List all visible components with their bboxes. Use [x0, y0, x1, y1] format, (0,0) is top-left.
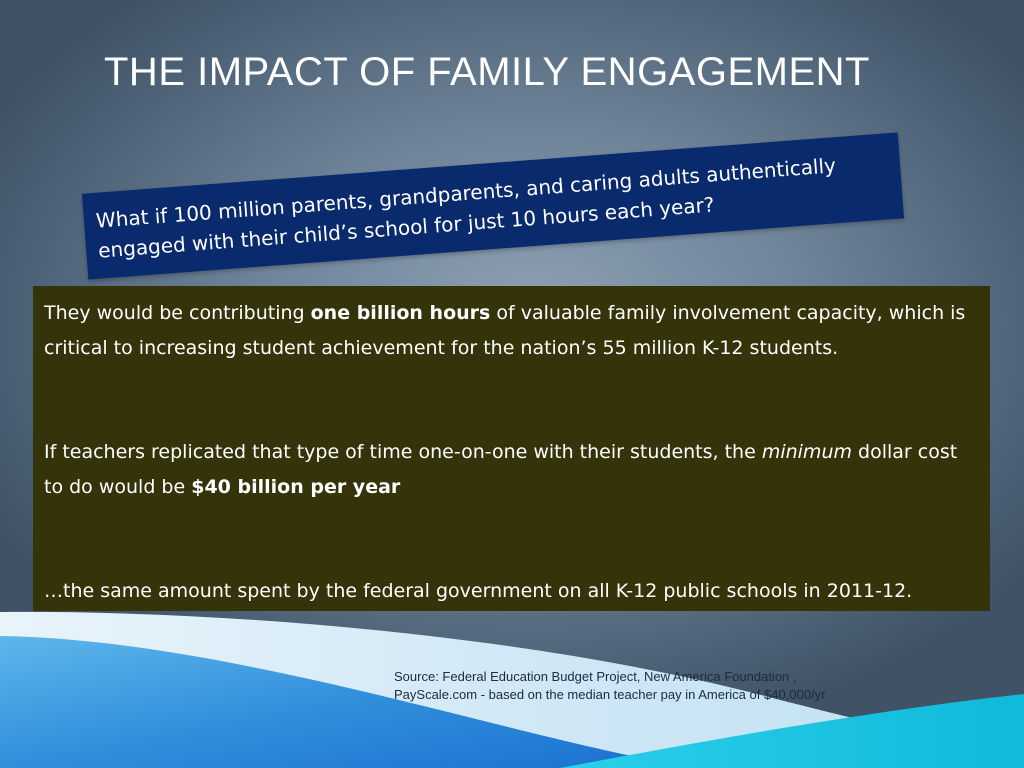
callout-text: What if 100 million parents, grandparents, and caring adults authentically engaged with their child’s school for just 10 hours each year? [95, 153, 837, 263]
slide-title: THE IMPACT OF FAMILY ENGAGEMENT [104, 50, 870, 94]
source-line-1: Source: Federal Education Budget Project, New America Foundation , [394, 669, 797, 684]
p1-bold: one billion hours [310, 302, 491, 324]
p2-text-start: If teachers replicated that type of time one-on-one with their students, the [44, 441, 762, 463]
p2-bold: $40 billion per year [191, 476, 401, 498]
p1-text-start: They would be contributing [44, 302, 311, 324]
p2-text-mid: dollar cost to do would be [44, 441, 958, 498]
p3-text: …the same amount spent by the federal government on all K-12 public schools in 2011-12. [44, 580, 913, 602]
source-citation [394, 668, 934, 704]
source-line-2: PayScale.com - based on the median teacher pay in America of $40,000/yr [394, 687, 826, 702]
p2-italic: minimum [761, 441, 852, 463]
p1-text-end: of valuable family involvement capacity, which is critical to increasing student achievement for the nation’s 55 million K-12 students. [44, 302, 966, 359]
